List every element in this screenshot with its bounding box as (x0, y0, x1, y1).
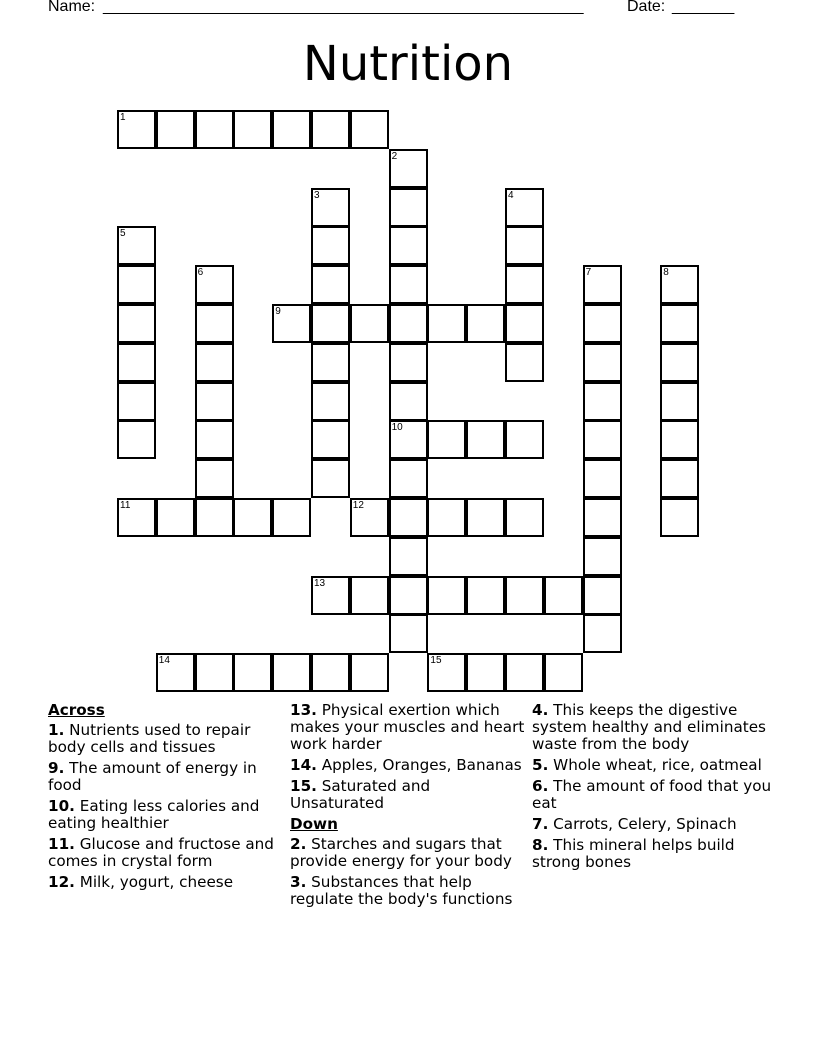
grid-cell[interactable] (117, 343, 156, 382)
clue-number: 12. (48, 873, 75, 891)
clue-text: Saturated and Unsaturated (290, 777, 431, 812)
clue-number-label: 4 (508, 189, 514, 201)
clue-text: Substances that help regulate the body's functions (290, 873, 513, 908)
grid-cell[interactable] (156, 498, 195, 537)
grid-cell[interactable] (583, 459, 622, 498)
grid-cell[interactable] (195, 265, 234, 304)
grid-cell[interactable] (233, 653, 272, 692)
grid-cell[interactable] (195, 420, 234, 459)
clue-text: The amount of energy in food (48, 759, 257, 794)
grid-cell[interactable] (505, 653, 544, 692)
grid-cell[interactable] (233, 110, 272, 149)
grid-cell[interactable] (389, 420, 428, 459)
grid-cell[interactable] (389, 149, 428, 188)
grid-cell[interactable] (311, 110, 350, 149)
grid-cell[interactable] (350, 498, 389, 537)
grid-cell[interactable] (583, 537, 622, 576)
grid-cell[interactable] (660, 459, 699, 498)
grid-cell[interactable] (311, 343, 350, 382)
grid-cell[interactable] (466, 498, 505, 537)
clue-text: This mineral helps build strong bones (532, 836, 735, 871)
grid-cell[interactable] (660, 420, 699, 459)
clue-across-10 (48, 798, 278, 832)
clue-number: 13. (290, 701, 317, 719)
clue-down-8 (532, 837, 772, 871)
page-title: Nutrition (302, 36, 514, 92)
grid-cell[interactable] (117, 226, 156, 265)
clue-number: 3. (290, 873, 307, 891)
clue-down-3 (290, 874, 526, 908)
grid-cell[interactable] (583, 265, 622, 304)
clue-number: 11. (48, 835, 75, 853)
grid-cell[interactable] (466, 576, 505, 615)
grid-cell[interactable] (350, 653, 389, 692)
clue-text: This keeps the digestive system healthy and eliminates waste from the body (532, 701, 766, 753)
grid-cell[interactable] (505, 343, 544, 382)
grid-cell[interactable] (311, 420, 350, 459)
clue-number-label: 15 (430, 655, 442, 667)
clues-column-1 (48, 702, 278, 895)
grid-cell[interactable] (660, 498, 699, 537)
grid-cell[interactable] (427, 576, 466, 615)
grid-cell[interactable] (505, 304, 544, 343)
grid-cell[interactable] (117, 382, 156, 421)
grid-cell[interactable] (117, 110, 156, 149)
grid-cell[interactable] (117, 498, 156, 537)
grid-cell[interactable] (195, 110, 234, 149)
grid-cell[interactable] (389, 265, 428, 304)
grid-cell[interactable] (389, 498, 428, 537)
clue-across-1 (48, 722, 278, 756)
date-line[interactable]: _______ (672, 0, 735, 15)
grid-cell[interactable] (272, 304, 311, 343)
grid-cell[interactable] (389, 304, 428, 343)
clue-across-14 (290, 757, 526, 774)
clue-down-4 (532, 702, 772, 753)
clue-text: Milk, yogurt, cheese (79, 873, 234, 891)
grid-cell[interactable] (389, 614, 428, 653)
clue-across-12 (48, 874, 278, 891)
grid-cell[interactable] (350, 576, 389, 615)
grid-cell[interactable] (117, 420, 156, 459)
grid-cell[interactable] (660, 265, 699, 304)
clue-text: Apples, Oranges, Bananas (321, 756, 522, 774)
grid-cell[interactable] (389, 226, 428, 265)
grid-cell[interactable] (505, 188, 544, 227)
grid-cell[interactable] (427, 498, 466, 537)
grid-cell[interactable] (156, 653, 195, 692)
clue-text: Glucose and fructose and comes in crystal form (48, 835, 274, 870)
grid-cell[interactable] (466, 304, 505, 343)
clue-down-6 (532, 778, 772, 812)
grid-cell[interactable] (660, 382, 699, 421)
grid-cell[interactable] (195, 498, 234, 537)
grid-cell[interactable] (311, 576, 350, 615)
grid-cell[interactable] (195, 343, 234, 382)
grid-cell[interactable] (466, 420, 505, 459)
grid-cell[interactable] (389, 382, 428, 421)
clue-number-label: 12 (352, 500, 364, 511)
clue-text: Carrots, Celery, Spinach (553, 815, 737, 833)
grid-cell[interactable] (156, 110, 195, 149)
clue-number-label: 5 (120, 228, 126, 240)
grid-cell[interactable] (583, 382, 622, 421)
clue-number: 7. (532, 815, 549, 833)
grid-cell[interactable] (117, 304, 156, 343)
grid-cell[interactable] (583, 343, 622, 382)
grid-cell[interactable] (544, 653, 583, 692)
clue-number-label: 2 (391, 150, 398, 162)
name-line[interactable]: ______________________________________________________ (103, 0, 584, 15)
down-heading: Down (290, 815, 338, 833)
clue-text: Nutrients used to repair body cells and tissues (48, 721, 251, 756)
clue-down-7 (532, 816, 772, 833)
clue-number: 5. (532, 756, 549, 774)
grid-cell[interactable] (389, 343, 428, 382)
grid-cell[interactable] (311, 459, 350, 498)
clue-text: Eating less calories and eating healthier (48, 797, 260, 832)
clue-text: Physical exertion which makes your muscles and heart work harder (290, 701, 525, 753)
clue-across-11 (48, 836, 278, 870)
grid-cell[interactable] (389, 459, 428, 498)
grid-cell[interactable] (195, 459, 234, 498)
clues-column-3 (532, 702, 772, 875)
clue-number: 9. (48, 759, 65, 777)
clue-number-label: 10 (391, 422, 403, 434)
clue-text: The amount of food that you eat (532, 777, 772, 812)
clue-number-label: 3 (314, 189, 320, 201)
clue-across-13 (290, 702, 526, 753)
grid-cell[interactable] (583, 420, 622, 459)
grid-cell[interactable] (505, 420, 544, 459)
grid-cell[interactable] (505, 576, 544, 615)
grid-cell[interactable] (389, 537, 428, 576)
grid-cell[interactable] (272, 653, 311, 692)
grid-cell[interactable] (389, 188, 428, 227)
grid-cell[interactable] (195, 653, 234, 692)
clue-number-label: 14 (158, 655, 170, 667)
grid-cell[interactable] (195, 382, 234, 421)
clue-number: 6. (532, 777, 549, 795)
grid-cell[interactable] (389, 576, 428, 615)
clues-column-2 (290, 702, 526, 912)
grid-cell[interactable] (311, 653, 350, 692)
clue-down-5 (532, 757, 772, 774)
clue-number: 8. (532, 836, 549, 854)
grid-cell[interactable] (311, 265, 350, 304)
grid-cell[interactable] (583, 614, 622, 653)
clue-number-label: 13 (314, 577, 326, 589)
grid-cell[interactable] (427, 420, 466, 459)
clue-number: 10. (48, 797, 75, 815)
date-label: Date: (627, 0, 666, 15)
grid-cell[interactable] (505, 226, 544, 265)
grid-cell[interactable] (505, 498, 544, 537)
clue-number: 14. (290, 756, 317, 774)
clue-down-2 (290, 836, 526, 870)
clue-number-label: 7 (585, 267, 592, 279)
grid-cell[interactable] (427, 653, 466, 692)
clue-number: 4. (532, 701, 549, 719)
grid-cell[interactable] (583, 498, 622, 537)
grid-cell[interactable] (195, 304, 234, 343)
grid-cell[interactable] (311, 382, 350, 421)
grid-cell[interactable] (311, 188, 350, 227)
grid-cell[interactable] (660, 343, 699, 382)
grid-cell[interactable] (427, 304, 466, 343)
clue-text: Whole wheat, rice, oatmeal (553, 756, 762, 774)
across-heading: Across (48, 701, 105, 719)
grid-cell[interactable] (583, 304, 622, 343)
clue-number-label: 9 (275, 306, 281, 317)
grid-cell[interactable] (311, 226, 350, 265)
clue-number-label: 8 (663, 267, 669, 279)
grid-cell[interactable] (233, 498, 272, 537)
grid-cell[interactable] (466, 653, 505, 692)
clue-number-label: 11 (120, 500, 131, 511)
grid-cell[interactable] (350, 110, 389, 149)
grid-cell[interactable] (117, 265, 156, 304)
clue-number: 2. (290, 835, 307, 853)
grid-cell[interactable] (350, 304, 389, 343)
grid-cell[interactable] (660, 304, 699, 343)
clue-number: 15. (290, 777, 317, 795)
clue-text: Starches and sugars that provide energy for your body (290, 835, 512, 870)
grid-cell[interactable] (272, 498, 311, 537)
clue-number-label: 6 (197, 267, 204, 279)
grid-cell[interactable] (583, 576, 622, 615)
clue-number: 1. (48, 721, 65, 739)
name-label: Name: (48, 0, 96, 15)
grid-cell[interactable] (272, 110, 311, 149)
clue-across-9 (48, 760, 278, 794)
grid-cell[interactable] (544, 576, 583, 615)
clue-across-15 (290, 778, 526, 812)
clue-number-label: 1 (120, 112, 126, 123)
grid-cell[interactable] (505, 265, 544, 304)
grid-cell[interactable] (311, 304, 350, 343)
